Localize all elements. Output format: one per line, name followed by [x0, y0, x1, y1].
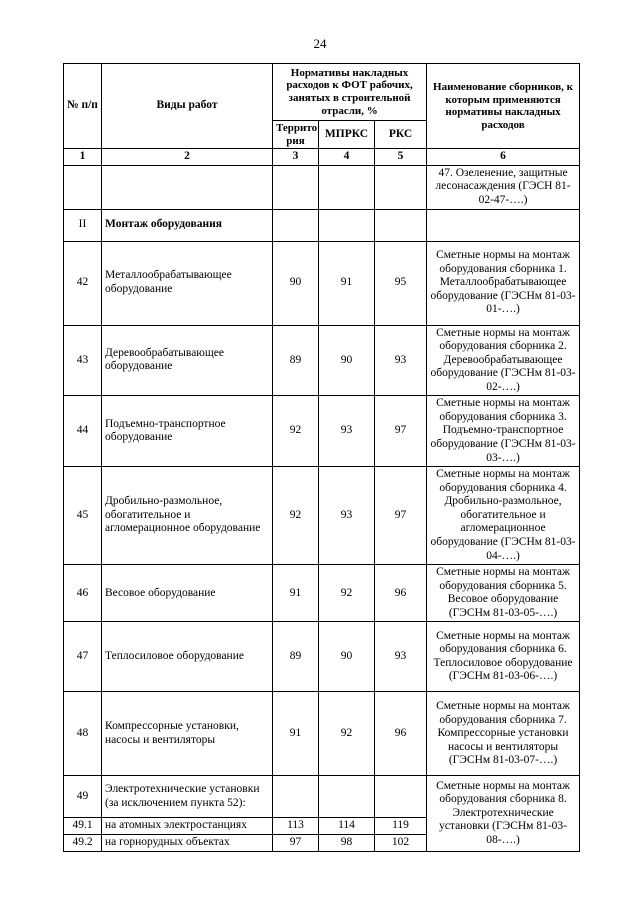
value-territory: 91: [273, 692, 319, 776]
collection-name: [427, 209, 580, 241]
value-mprks: 93: [319, 467, 375, 565]
collection-name: Сметные нормы на монтаж оборудования сборника 1. Металлообрабатывающее оборудование (ГЭСНм 81-03-01-….): [427, 241, 580, 325]
value-mprks: 90: [319, 325, 375, 396]
row-number: 44: [64, 396, 102, 467]
table-row: [64, 165, 580, 209]
row-number: 48: [64, 692, 102, 776]
table-row: [64, 622, 580, 692]
row-number: 49: [64, 776, 102, 818]
column-number: 2: [102, 149, 273, 166]
value-rks: 102: [375, 834, 427, 851]
work-type: на горнорудных объектах: [102, 834, 273, 851]
value-territory: 90: [273, 241, 319, 325]
header-collection: Наименование сборников, к которым применяются нормативы накладных расходов: [427, 64, 580, 149]
table-row: [64, 241, 580, 325]
header-rks: РКС: [375, 121, 427, 149]
value-territory: [273, 776, 319, 818]
row-number: 42: [64, 241, 102, 325]
work-type: [102, 165, 273, 209]
table-row: [64, 565, 580, 622]
value-mprks: [319, 776, 375, 818]
header-territory: Террито рия: [273, 121, 319, 149]
table-row: [64, 396, 580, 467]
page-number: 24: [313, 36, 327, 51]
work-type: Теплосиловое оборудование: [102, 622, 273, 692]
table-row: [64, 467, 580, 565]
value-territory: 91: [273, 565, 319, 622]
row-number: 49.1: [64, 818, 102, 835]
collection-name: 47. Озеленение, защитные лесонасаждения (ГЭСН 81-02-47-….): [427, 165, 580, 209]
column-numbers-row: [64, 149, 580, 166]
value-territory: [273, 209, 319, 241]
header-work-type: Виды работ: [102, 64, 273, 149]
value-mprks: 98: [319, 834, 375, 851]
collection-name: Сметные нормы на монтаж оборудования сборника 2. Деревообрабатывающее оборудование (ГЭСНм 81-03-02-….): [427, 325, 580, 396]
column-number: 5: [375, 149, 427, 166]
value-territory: [273, 165, 319, 209]
section-row: [64, 209, 580, 241]
value-mprks: 114: [319, 818, 375, 835]
overhead-norms-table: [63, 63, 580, 852]
value-mprks: [319, 209, 375, 241]
header-mprks: МПРКС: [319, 121, 375, 149]
value-territory: 89: [273, 622, 319, 692]
table-row: [64, 776, 580, 818]
value-territory: 89: [273, 325, 319, 396]
column-number: 3: [273, 149, 319, 166]
column-number: 6: [427, 149, 580, 166]
work-type: Дробильно-размольное, обогатительное и агломерационное оборудование: [102, 467, 273, 565]
row-number: [64, 165, 102, 209]
collection-name: Сметные нормы на монтаж оборудования сборника 7. Компрессорные установки насосы и вентиляторы (ГЭСНм 81-03-07-….): [427, 692, 580, 776]
header-norms-group: Нормативы накладных расходов к ФОТ рабочих, занятых в строительной отрасли, %: [273, 64, 427, 121]
value-rks: 97: [375, 396, 427, 467]
value-territory: 92: [273, 467, 319, 565]
value-rks: [375, 165, 427, 209]
value-rks: 93: [375, 325, 427, 396]
work-type: Металлообрабатывающее оборудование: [102, 241, 273, 325]
value-territory: 97: [273, 834, 319, 851]
work-type: Электротехнические установки (за исключением пункта 52):: [102, 776, 273, 818]
collection-name: Сметные нормы на монтаж оборудования сборника 8. Электротехнические установки (ГЭСНм 81-03-08-….): [427, 776, 580, 851]
value-rks: 93: [375, 622, 427, 692]
work-type: Компрессорные установки, насосы и вентиляторы: [102, 692, 273, 776]
value-mprks: 90: [319, 622, 375, 692]
section-number: II: [64, 209, 102, 241]
collection-name: Сметные нормы на монтаж оборудования сборника 3. Подъемно-транспортное оборудование (ГЭСНм 81-03-03-….): [427, 396, 580, 467]
work-type: Подъемно-транспортное оборудование: [102, 396, 273, 467]
row-number: 46: [64, 565, 102, 622]
column-number: 4: [319, 149, 375, 166]
collection-name: Сметные нормы на монтаж оборудования сборника 6. Теплосиловое оборудование (ГЭСНм 81-03-06-….): [427, 622, 580, 692]
header-num: № п/п: [64, 64, 102, 149]
value-territory: 113: [273, 818, 319, 835]
value-mprks: 92: [319, 692, 375, 776]
work-type: Деревообрабатывающее оборудование: [102, 325, 273, 396]
column-number: 1: [64, 149, 102, 166]
value-mprks: [319, 165, 375, 209]
collection-name: Сметные нормы на монтаж оборудования сборника 4. Дробильно-размольное, обогатительное и агломерационное оборудование (ГЭСНм 81-03-04-….): [427, 467, 580, 565]
row-number: 49.2: [64, 834, 102, 851]
value-rks: 96: [375, 692, 427, 776]
table-row: [64, 692, 580, 776]
table-row: [64, 325, 580, 396]
collection-name: Сметные нормы на монтаж оборудования сборника 5. Весовое оборудование (ГЭСНм 81-03-05-….): [427, 565, 580, 622]
row-number: 43: [64, 325, 102, 396]
value-mprks: 93: [319, 396, 375, 467]
value-rks: 96: [375, 565, 427, 622]
value-mprks: 91: [319, 241, 375, 325]
row-number: 45: [64, 467, 102, 565]
value-territory: 92: [273, 396, 319, 467]
work-type: на атомных электростанциях: [102, 818, 273, 835]
row-number: 47: [64, 622, 102, 692]
value-rks: [375, 776, 427, 818]
value-mprks: 92: [319, 565, 375, 622]
value-rks: [375, 209, 427, 241]
work-type: Весовое оборудование: [102, 565, 273, 622]
section-title: Монтаж оборудования: [102, 209, 273, 241]
value-rks: 97: [375, 467, 427, 565]
value-rks: 95: [375, 241, 427, 325]
value-rks: 119: [375, 818, 427, 835]
